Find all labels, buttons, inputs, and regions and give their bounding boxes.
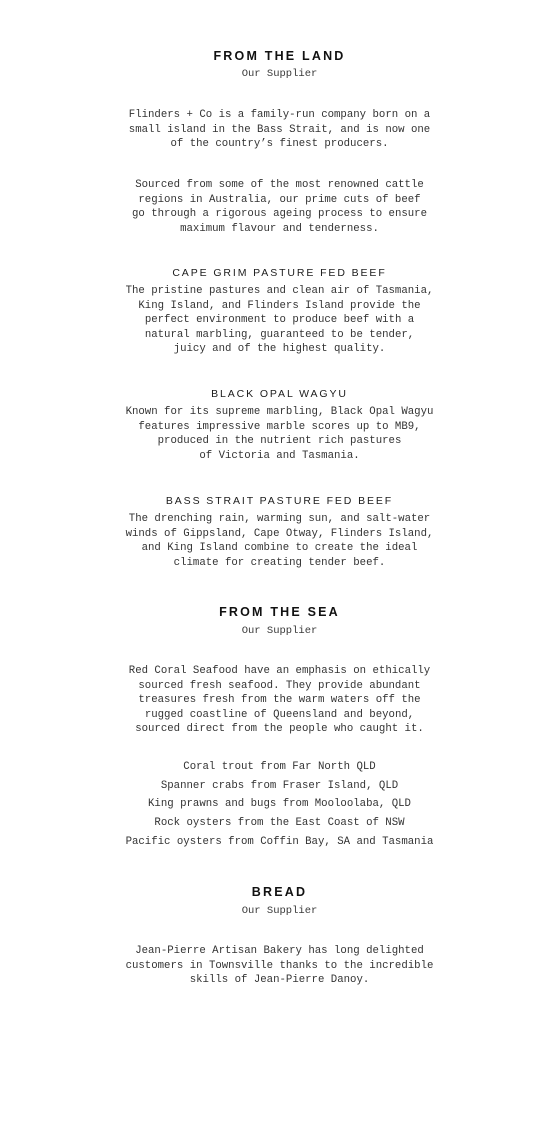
bread-intro-line: skills of Jean-Pierre Danoy. — [189, 974, 370, 986]
section-line: King Island, and Flinders Island provide the — [138, 299, 421, 312]
land-intro-1 — [0, 108, 559, 152]
land-intro-1-line: of the country’s finest producers. — [170, 138, 389, 150]
section-line: Known for its supreme marbling, Black Opal Wagyu — [125, 406, 434, 418]
sea-intro-line: rugged coastline of Queensland and beyond, — [144, 708, 415, 721]
land-heading: FROM THE LAND — [213, 49, 346, 63]
land-intro-2-line: go through a rigorous ageing process to ensure — [131, 208, 428, 220]
list-item: King prawns and bugs from Mooloolaba, QLD — [148, 798, 411, 810]
section-line: juicy and of the highest quality. — [173, 343, 386, 355]
section-body-black-opal — [0, 405, 559, 463]
sea-intro — [0, 664, 559, 737]
land-subheading: Our Supplier — [241, 68, 318, 80]
list-item: Pacific oysters from Coffin Bay, SA and Tasmania — [125, 836, 434, 848]
section-line: The drenching rain, warming sun, and salt-water — [128, 513, 431, 525]
section-title-black-opal: BLACK OPAL WAGYU — [211, 388, 348, 400]
bread-subheading: Our Supplier — [241, 905, 318, 917]
land-intro-2-line: Sourced from some of the most renowned cattle — [135, 179, 424, 191]
section-title-cape-grim: CAPE GRIM PASTURE FED BEEF — [172, 267, 387, 279]
sea-heading: FROM THE SEA — [219, 605, 340, 619]
list-item: Spanner crabs from Fraser Island, QLD — [160, 780, 399, 792]
land-intro-2-line: maximum flavour and tenderness. — [180, 222, 379, 235]
sea-intro-line: sourced fresh seafood. They provide abundant — [138, 679, 421, 692]
sea-intro-line: Red Coral Seafood have an emphasis on ethically — [128, 665, 431, 677]
section-line: climate for creating tender beef. — [173, 556, 386, 569]
section-line: natural marbling, guaranteed to be tender, — [144, 328, 415, 341]
list-item: Coral trout from Far North QLD — [183, 761, 376, 773]
bread-intro — [0, 944, 559, 988]
land-intro-1-line: small island in the Bass Strait, and is now one — [128, 123, 431, 136]
section-line: features impressive marble scores up to MB9, — [138, 420, 421, 433]
section-line: of Victoria and Tasmania. — [199, 449, 360, 462]
section-line: produced in the nutrient rich pastures — [157, 435, 402, 447]
sea-intro-line: sourced direct from the people who caught it. — [135, 723, 424, 735]
land-intro-2-line: regions in Australia, our prime cuts of beef — [138, 193, 421, 206]
sea-intro-line: treasures fresh from the warm waters off the — [138, 694, 421, 706]
bread-intro-line: Jean-Pierre Artisan Bakery has long delighted — [135, 945, 424, 957]
bread-heading: BREAD — [251, 885, 308, 899]
land-intro-2 — [0, 178, 559, 236]
bread-intro-line: customers in Townsville thanks to the incredible — [125, 959, 434, 972]
section-body-cape-grim — [0, 284, 559, 357]
section-line: and King Island combine to create the ideal — [141, 542, 418, 554]
land-intro-1-line: Flinders + Co is a family-run company born on a — [128, 109, 431, 121]
list-item: Rock oysters from the East Coast of NSW — [154, 817, 405, 829]
section-body-bass-strait — [0, 512, 559, 570]
section-line: perfect environment to produce beef with a — [144, 314, 415, 326]
section-line: winds of Gippsland, Cape Otway, Flinders Island, — [125, 527, 434, 540]
sea-subheading: Our Supplier — [241, 625, 318, 637]
section-line: The pristine pastures and clean air of Tasmania, — [125, 285, 434, 297]
section-title-bass-strait: BASS STRAIT PASTURE FED BEEF — [165, 495, 394, 507]
